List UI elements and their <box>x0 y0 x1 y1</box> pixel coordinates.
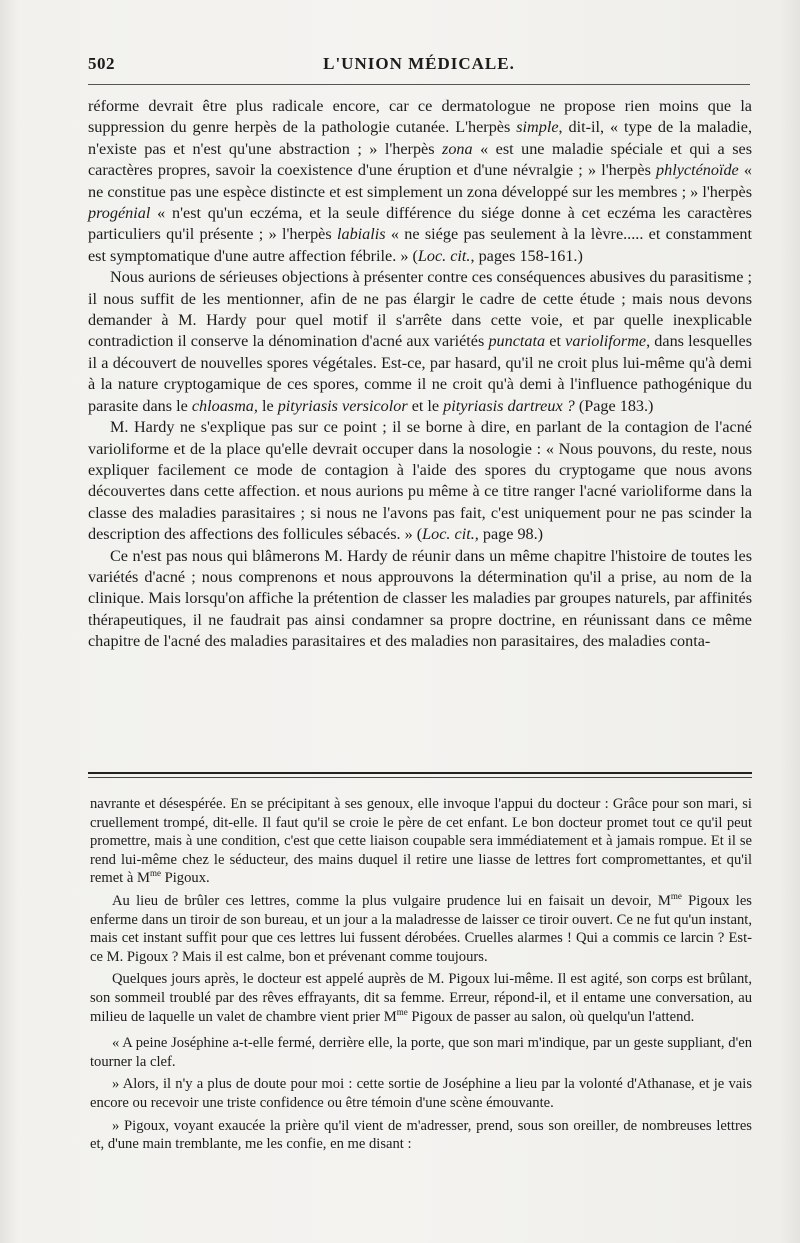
main-text <box>88 96 752 653</box>
paragraph-2: Nous aurions de sérieuses objections à présenter contre ces conséquences abusives du parasitisme ; il nous suffit de les mentionner, afin de ne pas élargir le cadre de cette étude ; mais nous devons demander à M. Hardy pour quel motif il s'arrête dans cette voie, et par quelle inexplicable contradiction il conserve la dénomination d'acné aux variétés punctata et varioliforme, dans lesquelles il a découvert de nouvelles spores végétales. Est-ce, par hasard, qu'il ne croit plus lui-même qu'à demi à la nature cryptogamique de ces spores, comme il ne croit qu'à demi à l'influence pathogénique du parasite dans le chloasma, le pityriasis versicolor et le pityriasis dartreux ? (Page 183.) <box>88 268 752 415</box>
paragraph-1: réforme devrait être plus radicale encore, car ce dermatologue ne propose rien moins que la suppression du genre herpès de la pathologie cutanée. L'herpès simple, dit-il, « type de la maladie, n'existe pas et n'est qu'une abstraction ; » l'herpès zona « est une maladie spéciale et qui a ses caractères propres, savoir la coexistence d'une éruption et d'une névralgie ; » l'herpès phlycténoïde « ne constitue pas une espèce distincte et est simplement un zona développé sur les membres ; » l'herpès progénial « n'est qu'un eczéma, et la seule différence du siége donne à cet eczéma les caractères particuliers qu'il présente ; » l'herpès labialis « ne siége pas seulement à la lèvre..... et constamment est symptomatique d'une autre affection fébrile. » (Loc. cit., pages 158-161.) <box>88 97 753 265</box>
feuilleton-paragraph-2: Au lieu de brûler ces lettres, comme la plus vulgaire prudence lui en faisait un devoir, $M^{me}$ Pigoux les enferme dans un tiroir de son bureau, et un jour a la maladresse de laisser ce tiroir ouvert. Ce ne fut qu'un instant, mais cet instant suffit pour que ces lettres lui fussent dérobées. Cruelles alarmes ! Qui a commis ce larcin ? Est-ce M. Pigoux ? Mais il est calme, bon et prévenant comme toujours. <box>90 891 752 965</box>
header-rule <box>88 84 750 85</box>
running-title: L'UNION MÉDICALE. <box>323 54 515 73</box>
paragraph-3: M. Hardy ne s'explique pas sur ce point ; il se borne à dire, en parlant de la contagion de l'acné varioliforme et de la place qu'elle devrait occuper dans la nosologie : « Nous pouvons, du reste, nous expliquer facilement ce mode de contagion à l'aide des spores du cryptogame que nous avons découvertes dans cette affection. et nous aurions pu même à ce titre ranger l'acné varioliforme dans la classe des maladies parasitaires ; si nous ne l'avons pas fait, c'est uniquement pour ne pas scinder la description des affections des follicules sébacés. » (Loc. cit., page 98.) <box>88 418 752 544</box>
feuilleton-divider-thin <box>88 777 752 778</box>
feuilleton-paragraph-5: » Alors, il n'y a plus de doute pour moi : cette sortie de Joséphine a lieu par la volonté d'Athanase, et je vais encore ou recevoir une triste confidence ou être témoin d'une scène émouvante. <box>90 1076 752 1111</box>
feuilleton-paragraph-6: » Pigoux, voyant exaucée la prière qu'il vient de m'adresser, prend, sous son oreiller, de nombreuses lettres et, d'une main tremblante, me les confie, en me disant : <box>90 1117 752 1153</box>
paragraph-4: Ce n'est pas nous qui blâmerons M. Hardy de réunir dans un même chapitre l'histoire de toutes les variétés d'acné ; nous comprenons et nous approuvons la détermination qu'il a prise, au nom de la clinique. Mais lorsqu'on affiche la prétention de classer les maladies par groupes naturels, par affinités thérapeutiques, il ne faudrait pas ainsi condamner sa propre doctrine, en réunissant dans ce même chapitre de l'acné des maladies parasitaires et des maladies non parasitaires, des maladies conta- <box>88 546 752 651</box>
page-number: 502 <box>88 54 115 73</box>
feuilleton-divider <box>88 772 752 774</box>
feuilleton-paragraph-4: « A peine Joséphine a-t-elle fermé, derrière elle, la porte, que son mari m'indique, par un geste suppliant, d'en tourner la clef. <box>90 1035 752 1070</box>
page-header <box>88 54 750 80</box>
feuilleton-paragraph-1: navrante et désespérée. En se précipitant à ses genoux, elle invoque l'appui du docteur : Grâce pour son mari, si cruellement trompé, dit-elle. Il faut qu'il se croie le père de cet enfant. Le bon docteur promet tout ce qu'il peut promettre, mais à une condition, c'est que cette liaison coupable sera immédiatement et à jamais rompue. Et il se rend lui-même chez le séducteur, des mains duquel il retire une liasse de lettres fort compromettantes, et qu'il remet à $M^{me}$ Pigoux. <box>90 796 752 887</box>
feuilleton-text <box>90 795 752 1158</box>
feuilleton-paragraph-3: Quelques jours après, le docteur est appelé auprès de M. Pigoux lui-même. Il est agité, son corps est brûlant, son sommeil troublé par des rêves effrayants, dit sa femme. Erreur, répond-il, et il entame une conversation, au milieu de laquelle un valet de chambre vient prier $M^{me}$ Pigoux de passer au salon, où quelqu'un l'attend. <box>90 971 752 1025</box>
